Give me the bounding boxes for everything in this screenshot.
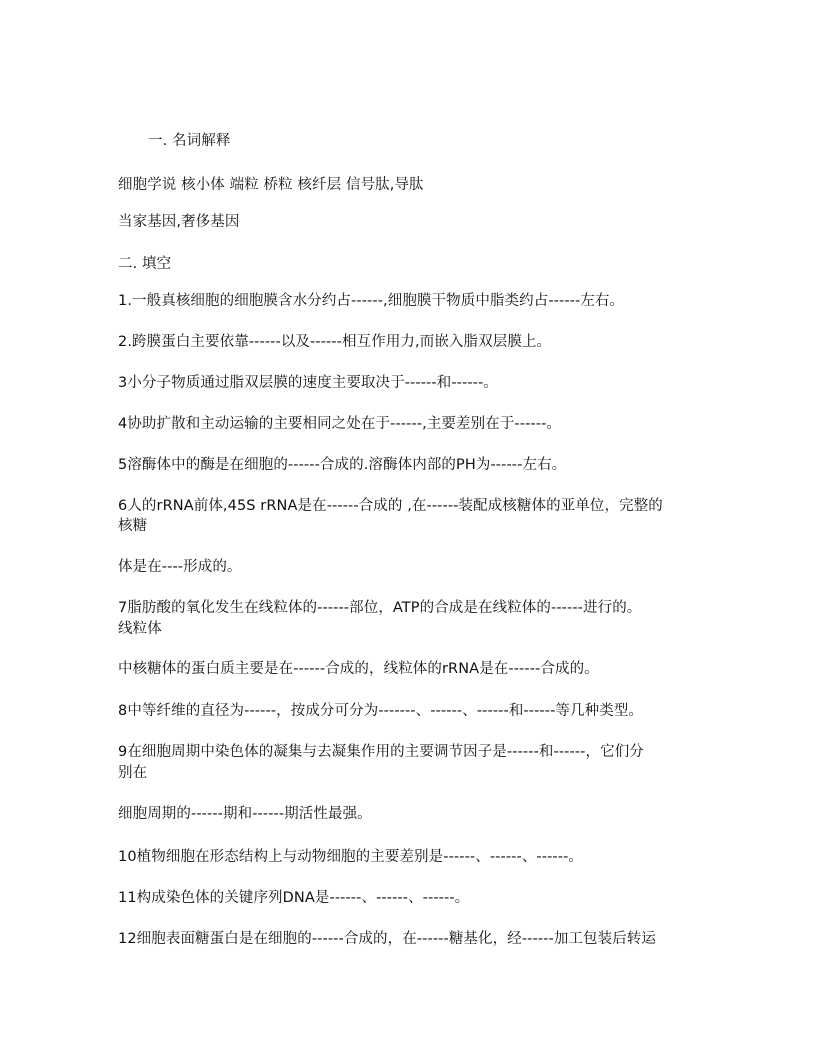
question-4: 4协助扩散和主动运输的主要相同之处在于------,主要差别在于------。	[118, 416, 562, 432]
question-6-line-3: 体是在----形成的。	[118, 559, 242, 575]
question-6-line-2: 核糖	[118, 518, 148, 534]
question-6-line-1: 6人的rRNA前体,45S rRNA是在------合成的 ,在------装配成核糖体的亚单位，完整的	[118, 498, 663, 514]
question-12: 12细胞表面糖蛋白是在细胞的------合成的，在------糖基化，经------加工包装后转运	[118, 931, 657, 947]
section-heading-fill-blank: 二. 填空	[118, 256, 172, 272]
question-1: 1.一般真核细胞的细胞膜含水分约占------,细胞膜干物质中脂类约占------左右。	[118, 293, 625, 309]
question-7-line-2: 线粒体	[118, 621, 162, 637]
question-3: 3小分子物质通过脂双层膜的速度主要取决于------和------。	[118, 375, 498, 391]
question-8: 8中等纤维的直径为------，按成分可分为-------、------、------和------等几种类型。	[118, 703, 644, 719]
question-9-line-3: 细胞周期的------期和------期活性最强。	[118, 806, 372, 822]
question-9-line-1: 9在细胞周期中染色体的凝集与去凝集作用的主要调节因子是------和------，它们分	[118, 744, 644, 760]
question-10: 10植物细胞在形态结构上与动物细胞的主要差别是------、------、------。	[118, 849, 584, 865]
question-7-line-1: 7脂肪酸的氧化发生在线粒体的------部位，ATP的合成是在线粒体的------进行的。	[118, 600, 642, 616]
question-7-line-3: 中核糖体的蛋白质主要是在------合成的，线粒体的rRNA是在------合成的。	[118, 661, 599, 677]
terms-list-line-2: 当家基因,奢侈基因	[118, 214, 240, 230]
question-2: 2.跨膜蛋白主要依靠------以及------相互作用力,而嵌入脂双层膜上。	[118, 334, 552, 350]
terms-list-line-1: 细胞学说 核小体 端粒 桥粒 核纤层 信号肽,导肽	[118, 177, 424, 193]
question-9-line-2: 别在	[118, 765, 148, 781]
question-5: 5溶酶体中的酶是在细胞的------合成的.溶酶体内部的PH为------左右。	[118, 457, 567, 473]
section-heading-definitions: 一. 名词解释	[148, 133, 231, 149]
question-11: 11构成染色体的关键序列DNA是------、------、------。	[118, 890, 470, 906]
